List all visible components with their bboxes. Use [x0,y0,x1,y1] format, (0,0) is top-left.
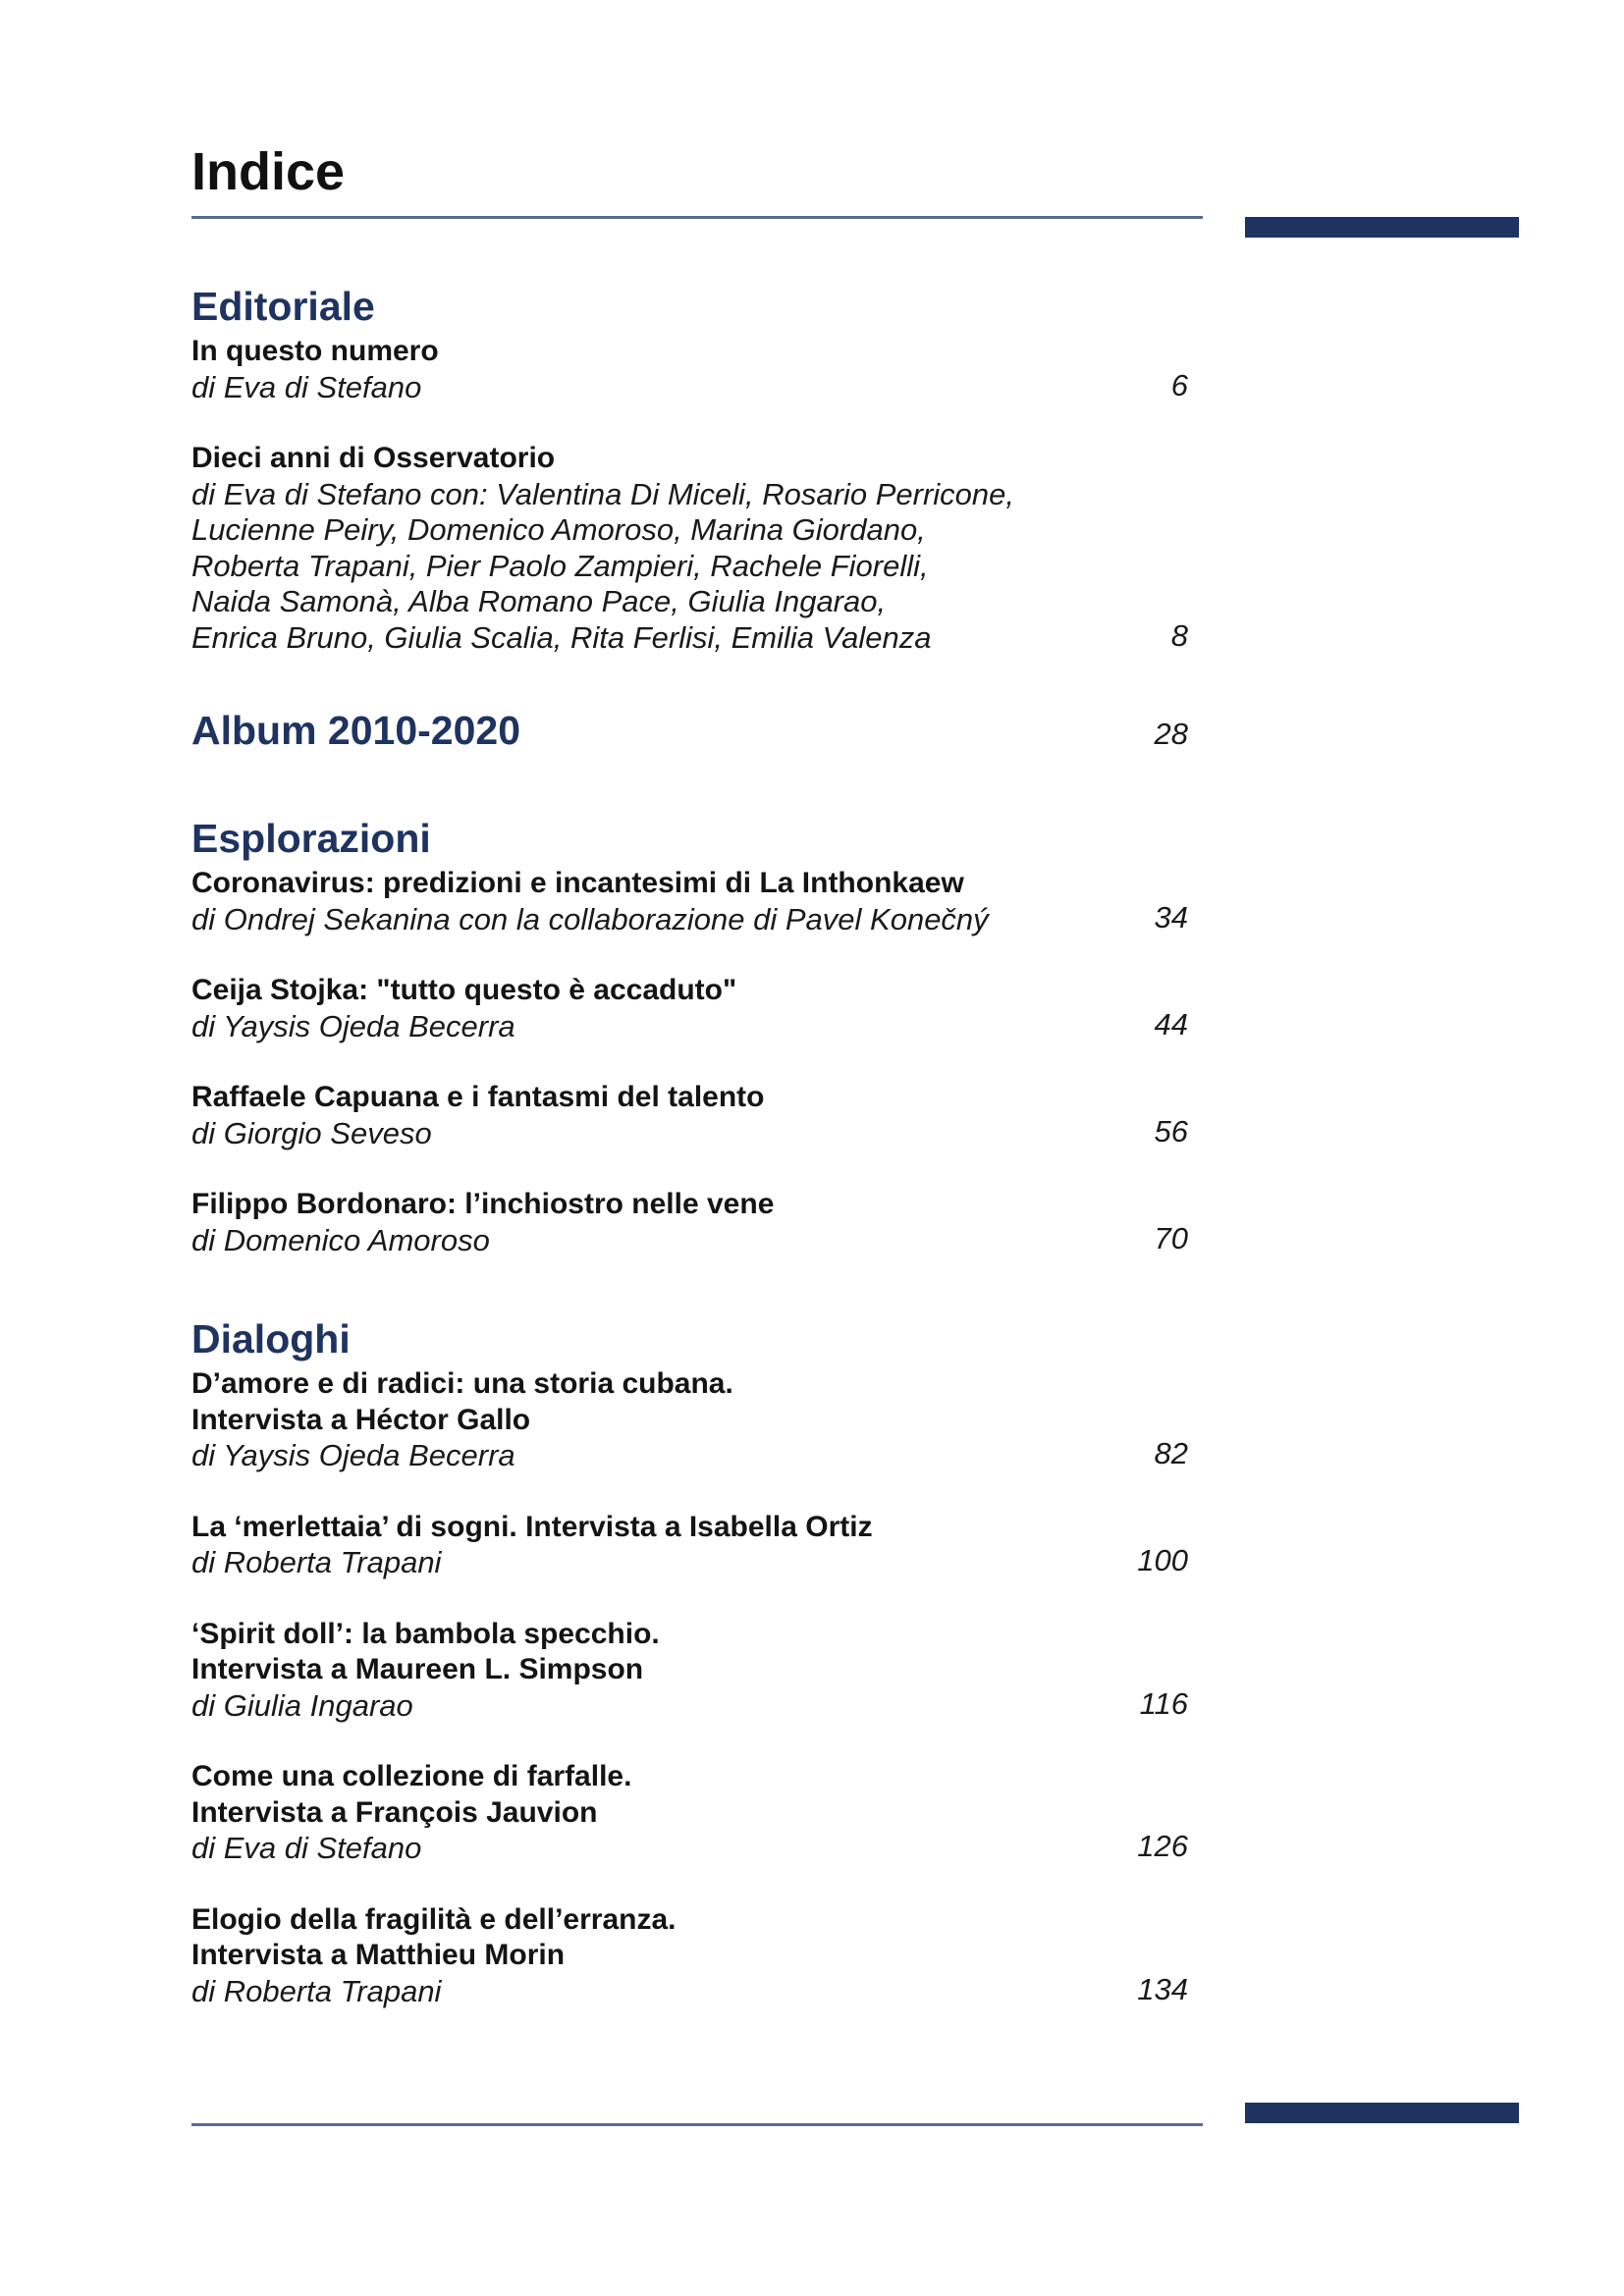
entry-author: Lucienne Peiry, Domenico Amoroso, Marina Giordano, [191,512,926,547]
entry-author: di Giorgio Seveso [191,1115,432,1150]
entry-author: di Ondrej Sekanina con la collaborazione di Pavel Konečný [191,901,989,936]
section-title: Editoriale [191,284,375,329]
section-album[interactable] [191,707,1188,758]
section-title: Album 2010-2020 [191,708,521,753]
entry-page-number: 44 [1154,1006,1188,1041]
page-title: Indice [191,142,346,201]
entry-author: di Eva di Stefano con: Valentina Di Miceli, Rosario Perricone, [191,476,1014,511]
entry-page-number: 100 [1137,1543,1188,1577]
section-dialoghi [191,1315,1188,2009]
entry-title: In questo numero [191,335,439,367]
entry-author: di Yaysis Ojeda Becerra [191,1438,515,1472]
toc-entry[interactable] [191,1080,1188,1151]
section-editoriale [191,283,1188,656]
entry-author: di Giulia Ingarao [191,1687,413,1723]
entry-page-number: 56 [1154,1113,1188,1148]
entry-author: Enrica Bruno, Giulia Scalia, Rita Ferlisi, Emilia Valenza [191,619,932,655]
section-page-number: 28 [1154,717,1188,751]
entry-title: Intervista a Héctor Gallo [191,1403,531,1436]
toc-entry[interactable] [191,334,1188,405]
toc-entry[interactable] [191,441,1188,656]
toc-entry[interactable] [191,866,1188,937]
entry-title: Coronavirus: predizioni e incantesimi di La Inthonkaew [191,867,964,899]
section-title: Dialoghi [191,1316,351,1362]
toc-entry[interactable] [191,1759,1188,1867]
entry-title: Intervista a Maureen L. Simpson [191,1653,644,1685]
entry-page-number: 6 [1170,367,1188,402]
entry-page-number: 134 [1137,1971,1188,2006]
entry-title: La ‘merlettaia’ di sogni. Intervista a Isabella Ortiz [191,1510,873,1543]
entry-page-number: 116 [1139,1685,1188,1721]
header-accent-bar [1245,217,1519,238]
entry-author: di Roberta Trapani [191,1545,442,1579]
toc-entry[interactable] [191,973,1188,1044]
toc-entry[interactable] [191,1366,1188,1474]
entry-page-number: 8 [1170,617,1188,653]
entry-author: Roberta Trapani, Pier Paolo Zampieri, Rachele Fiorelli, [191,548,929,583]
section-esplorazioni [191,815,1188,1258]
entry-author: di Eva di Stefano [191,1831,422,1865]
entry-author: di Eva di Stefano [191,369,422,404]
entry-title: Raffaele Capuana e i fantasmi del talento [191,1081,765,1113]
toc-entry[interactable] [191,1187,1188,1258]
header-rule [191,216,1203,219]
entry-title: Intervista a Matthieu Morin [191,1939,566,1971]
entry-title: Ceija Stojka: "tutto questo è accaduto" [191,974,737,1006]
footer-rule [191,2123,1203,2126]
entry-page-number: 70 [1154,1220,1188,1255]
entry-title: D’amore e di radici: una storia cubana. [191,1367,733,1400]
toc-entry[interactable] [191,1510,1188,1581]
toc-entry[interactable] [191,1902,1188,2010]
entry-title: ‘Spirit doll’: la bambola specchio. [191,1617,660,1650]
entry-title: Elogio della fragilità e dell’erranza. [191,1902,677,1936]
entry-author: di Roberta Trapani [191,1973,442,2008]
entry-author: Naida Samonà, Alba Romano Pace, Giulia Ingarao, [191,584,887,618]
entry-title: Filippo Bordonaro: l’inchiostro nelle vene [191,1188,775,1220]
entry-author: di Yaysis Ojeda Becerra [191,1008,515,1043]
entry-author: di Domenico Amoroso [191,1222,490,1257]
entry-title: Dieci anni di Osservatorio [191,442,556,474]
entry-title: Come una collezione di farfalle. [191,1760,632,1792]
section-title: Esplorazioni [191,816,431,861]
toc-entry[interactable] [191,1617,1188,1725]
entry-page-number: 126 [1137,1829,1188,1863]
entry-page-number: 82 [1154,1436,1188,1470]
footer-accent-bar [1245,2103,1519,2123]
entry-page-number: 34 [1154,899,1188,934]
entry-title: Intervista a François Jauvion [191,1795,598,1829]
